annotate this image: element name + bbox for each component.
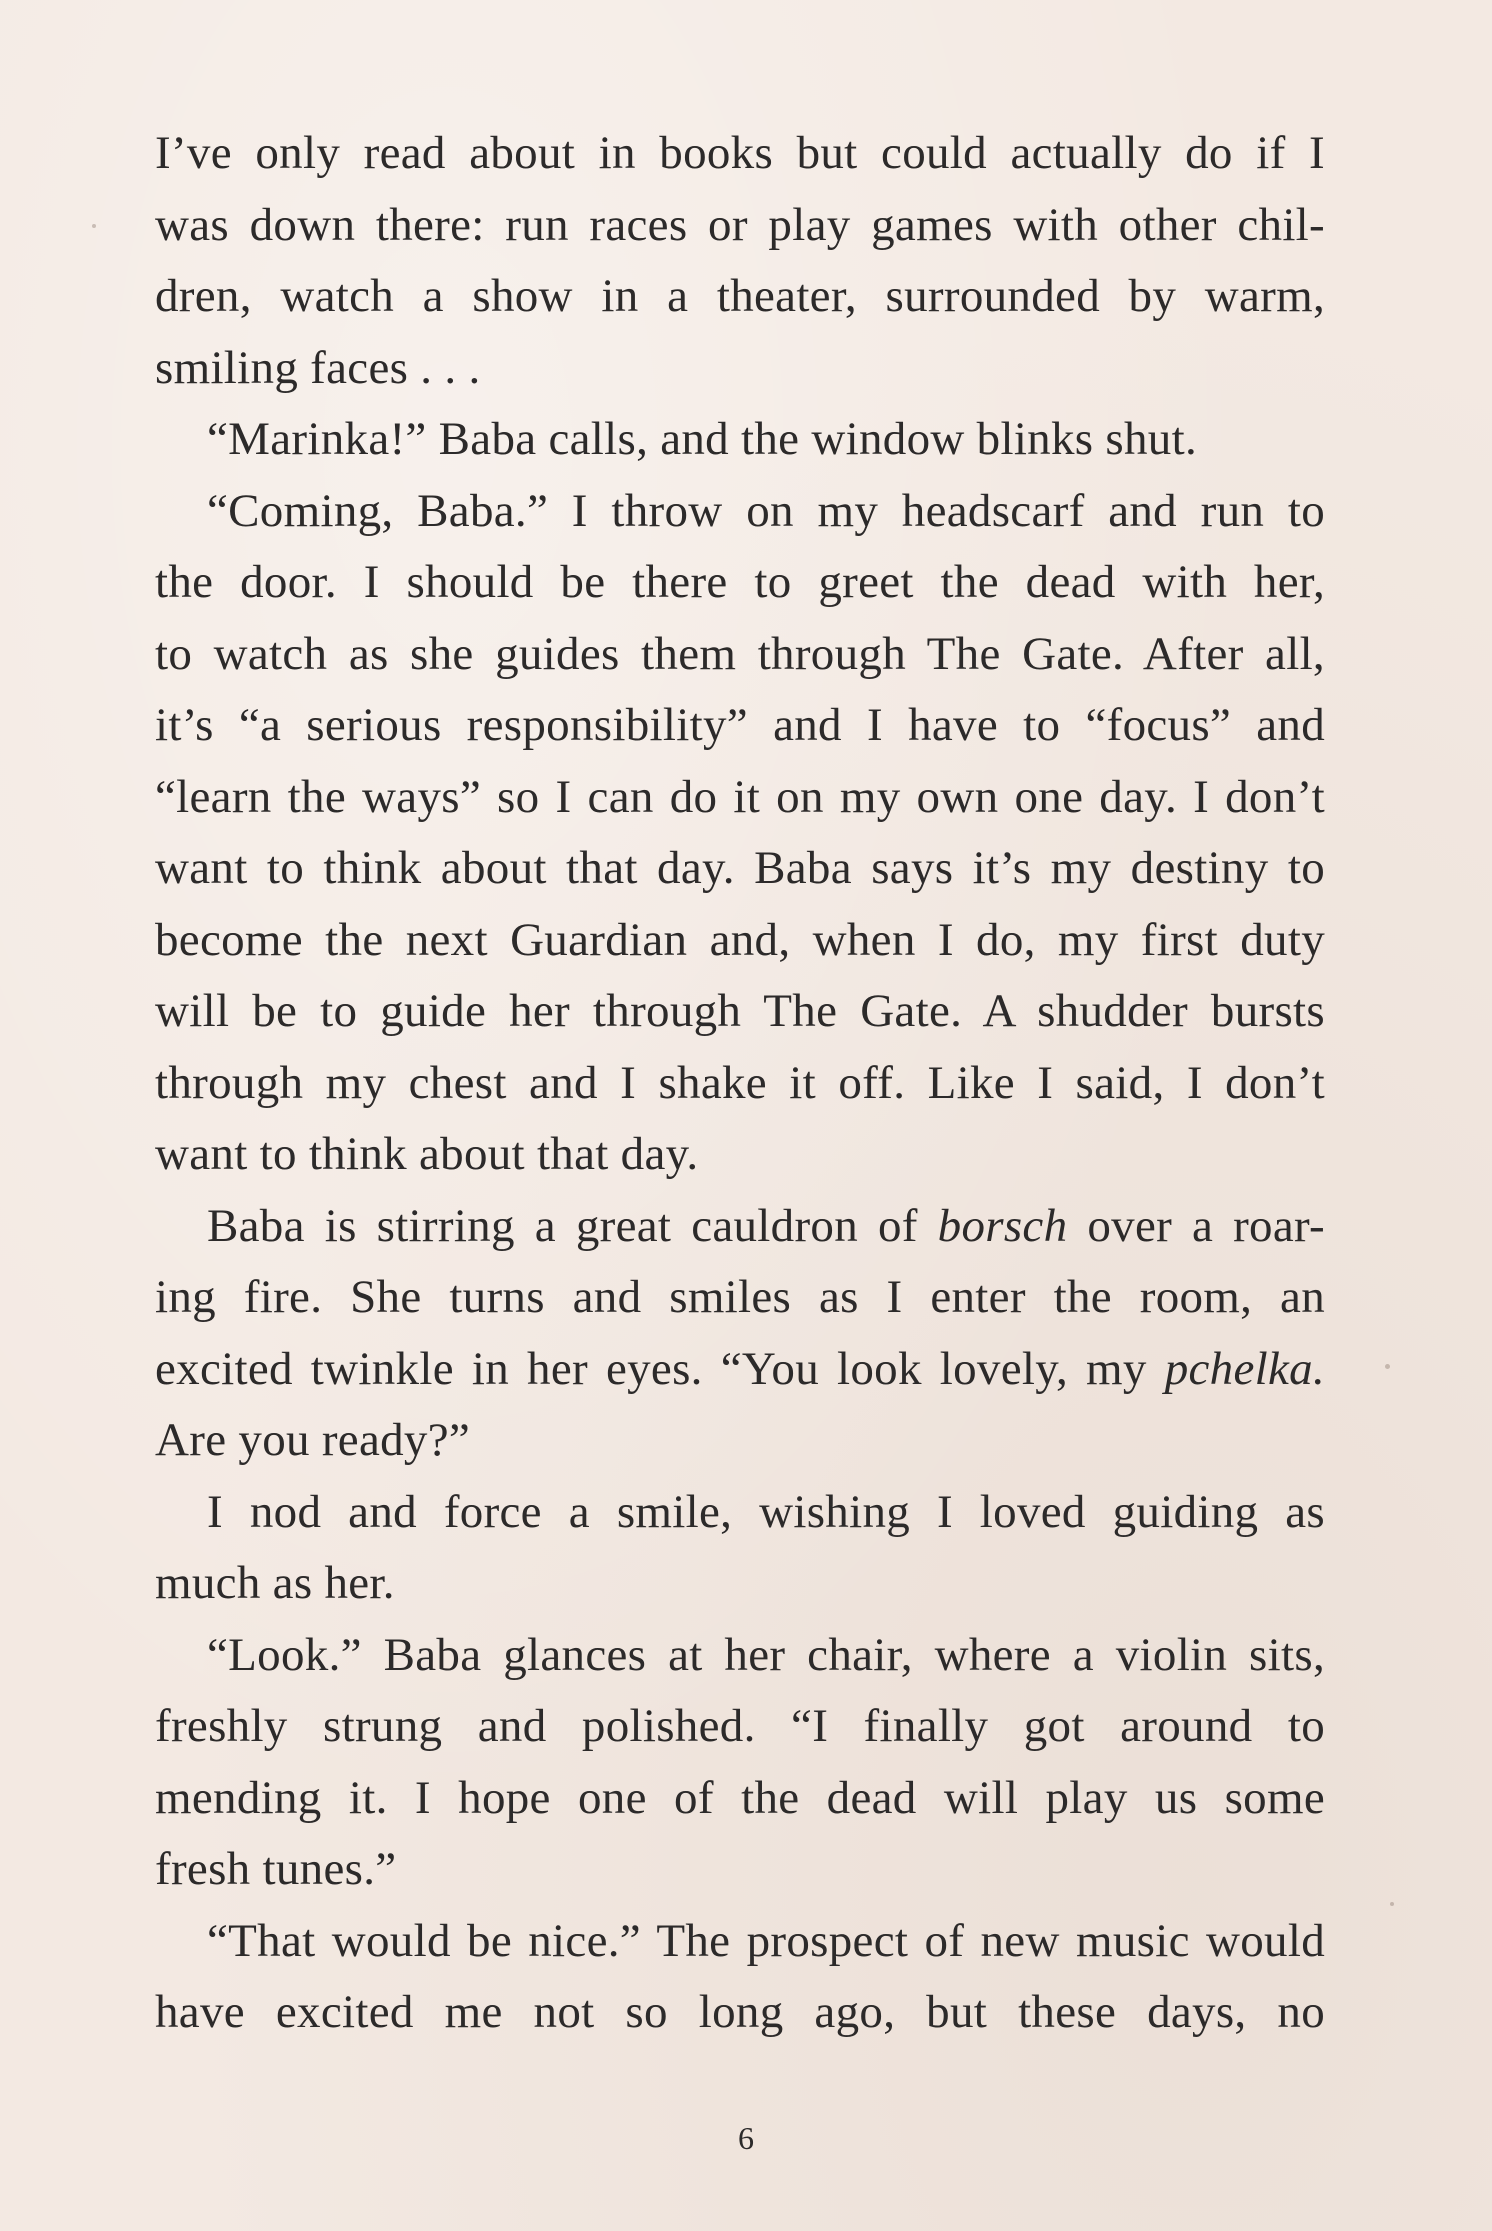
page-number: 6	[738, 2120, 754, 2156]
text-line: fresh tunes.”	[155, 1843, 397, 1895]
text-fragment: over a roar-	[1067, 1199, 1325, 1252]
paragraph-2	[155, 404, 1325, 476]
text-line: will be to guide her through The Gate. A shudder bursts	[155, 985, 1325, 1037]
text-line: smiling faces . . .	[155, 341, 481, 394]
paper-speck	[92, 224, 96, 228]
text-line: “Look.” Baba glances at her chair, where a violin sits,	[207, 1628, 1325, 1681]
text-line: “That would be nice.” The prospect of new music would	[207, 1914, 1325, 1967]
paper-speck	[1385, 1364, 1390, 1369]
paragraph-6	[155, 1620, 1325, 1906]
paragraph-1	[155, 118, 1325, 404]
paragraph-4	[155, 1191, 1325, 1477]
paragraph-3	[155, 476, 1325, 1191]
text-line: to watch as she guides them through The Gate. After all,	[155, 627, 1325, 680]
text-fragment: Baba is stirring a great cauldron of	[207, 1199, 938, 1252]
paragraph-5	[155, 1477, 1325, 1620]
body-text	[155, 118, 1325, 2049]
text-line: mending it. I hope one of the dead will play us some	[155, 1771, 1325, 1824]
text-line: was down there: run races or play games with other chil-	[155, 198, 1325, 251]
text-line: I’ve only read about in books but could actually do if I	[155, 127, 1325, 179]
text-line: it’s “a serious responsibility” and I have to “focus” and	[155, 699, 1325, 751]
text-line-with-italic	[155, 1334, 1325, 1406]
text-line: ing fire. She turns and smiles as I enter the room, an	[155, 1271, 1325, 1323]
text-line: through my chest and I shake it off. Like I said, I don’t	[155, 1056, 1325, 1109]
text-line: much as her.	[155, 1557, 395, 1609]
text-line: “Coming, Baba.” I throw on my headscarf and run to	[207, 484, 1325, 537]
text-line: I nod and force a smile, wishing I loved guiding as	[207, 1485, 1325, 1538]
text-line: want to think about that day.	[155, 1128, 699, 1180]
text-line: “Marinka!” Baba calls, and the window blinks shut.	[207, 413, 1198, 465]
italic-word-borsch: borsch	[937, 1199, 1068, 1252]
text-line: want to think about that day. Baba says it’s my destiny to	[155, 842, 1325, 894]
text-line: become the next Guardian and, when I do, my first duty	[155, 913, 1325, 966]
text-line: have excited me not so long ago, but these days, no	[155, 1986, 1325, 2038]
text-fragment: excited twinkle in her eyes. “You look lovely, my	[155, 1342, 1165, 1395]
text-line: Are you ready?”	[155, 1414, 471, 1466]
text-line: freshly strung and polished. “I finally got around to	[155, 1700, 1325, 1752]
text-line: the door. I should be there to greet the dead with her,	[155, 556, 1325, 608]
text-line-with-italic	[155, 1191, 1325, 1263]
paper-speck	[1390, 1902, 1394, 1906]
italic-word-pchelka: pchelka.	[1164, 1342, 1325, 1395]
text-line: “learn the ways” so I can do it on my own one day. I don’t	[155, 770, 1325, 823]
text-line: dren, watch a show in a theater, surrounded by warm,	[155, 270, 1325, 322]
paragraph-7	[155, 1906, 1325, 2049]
